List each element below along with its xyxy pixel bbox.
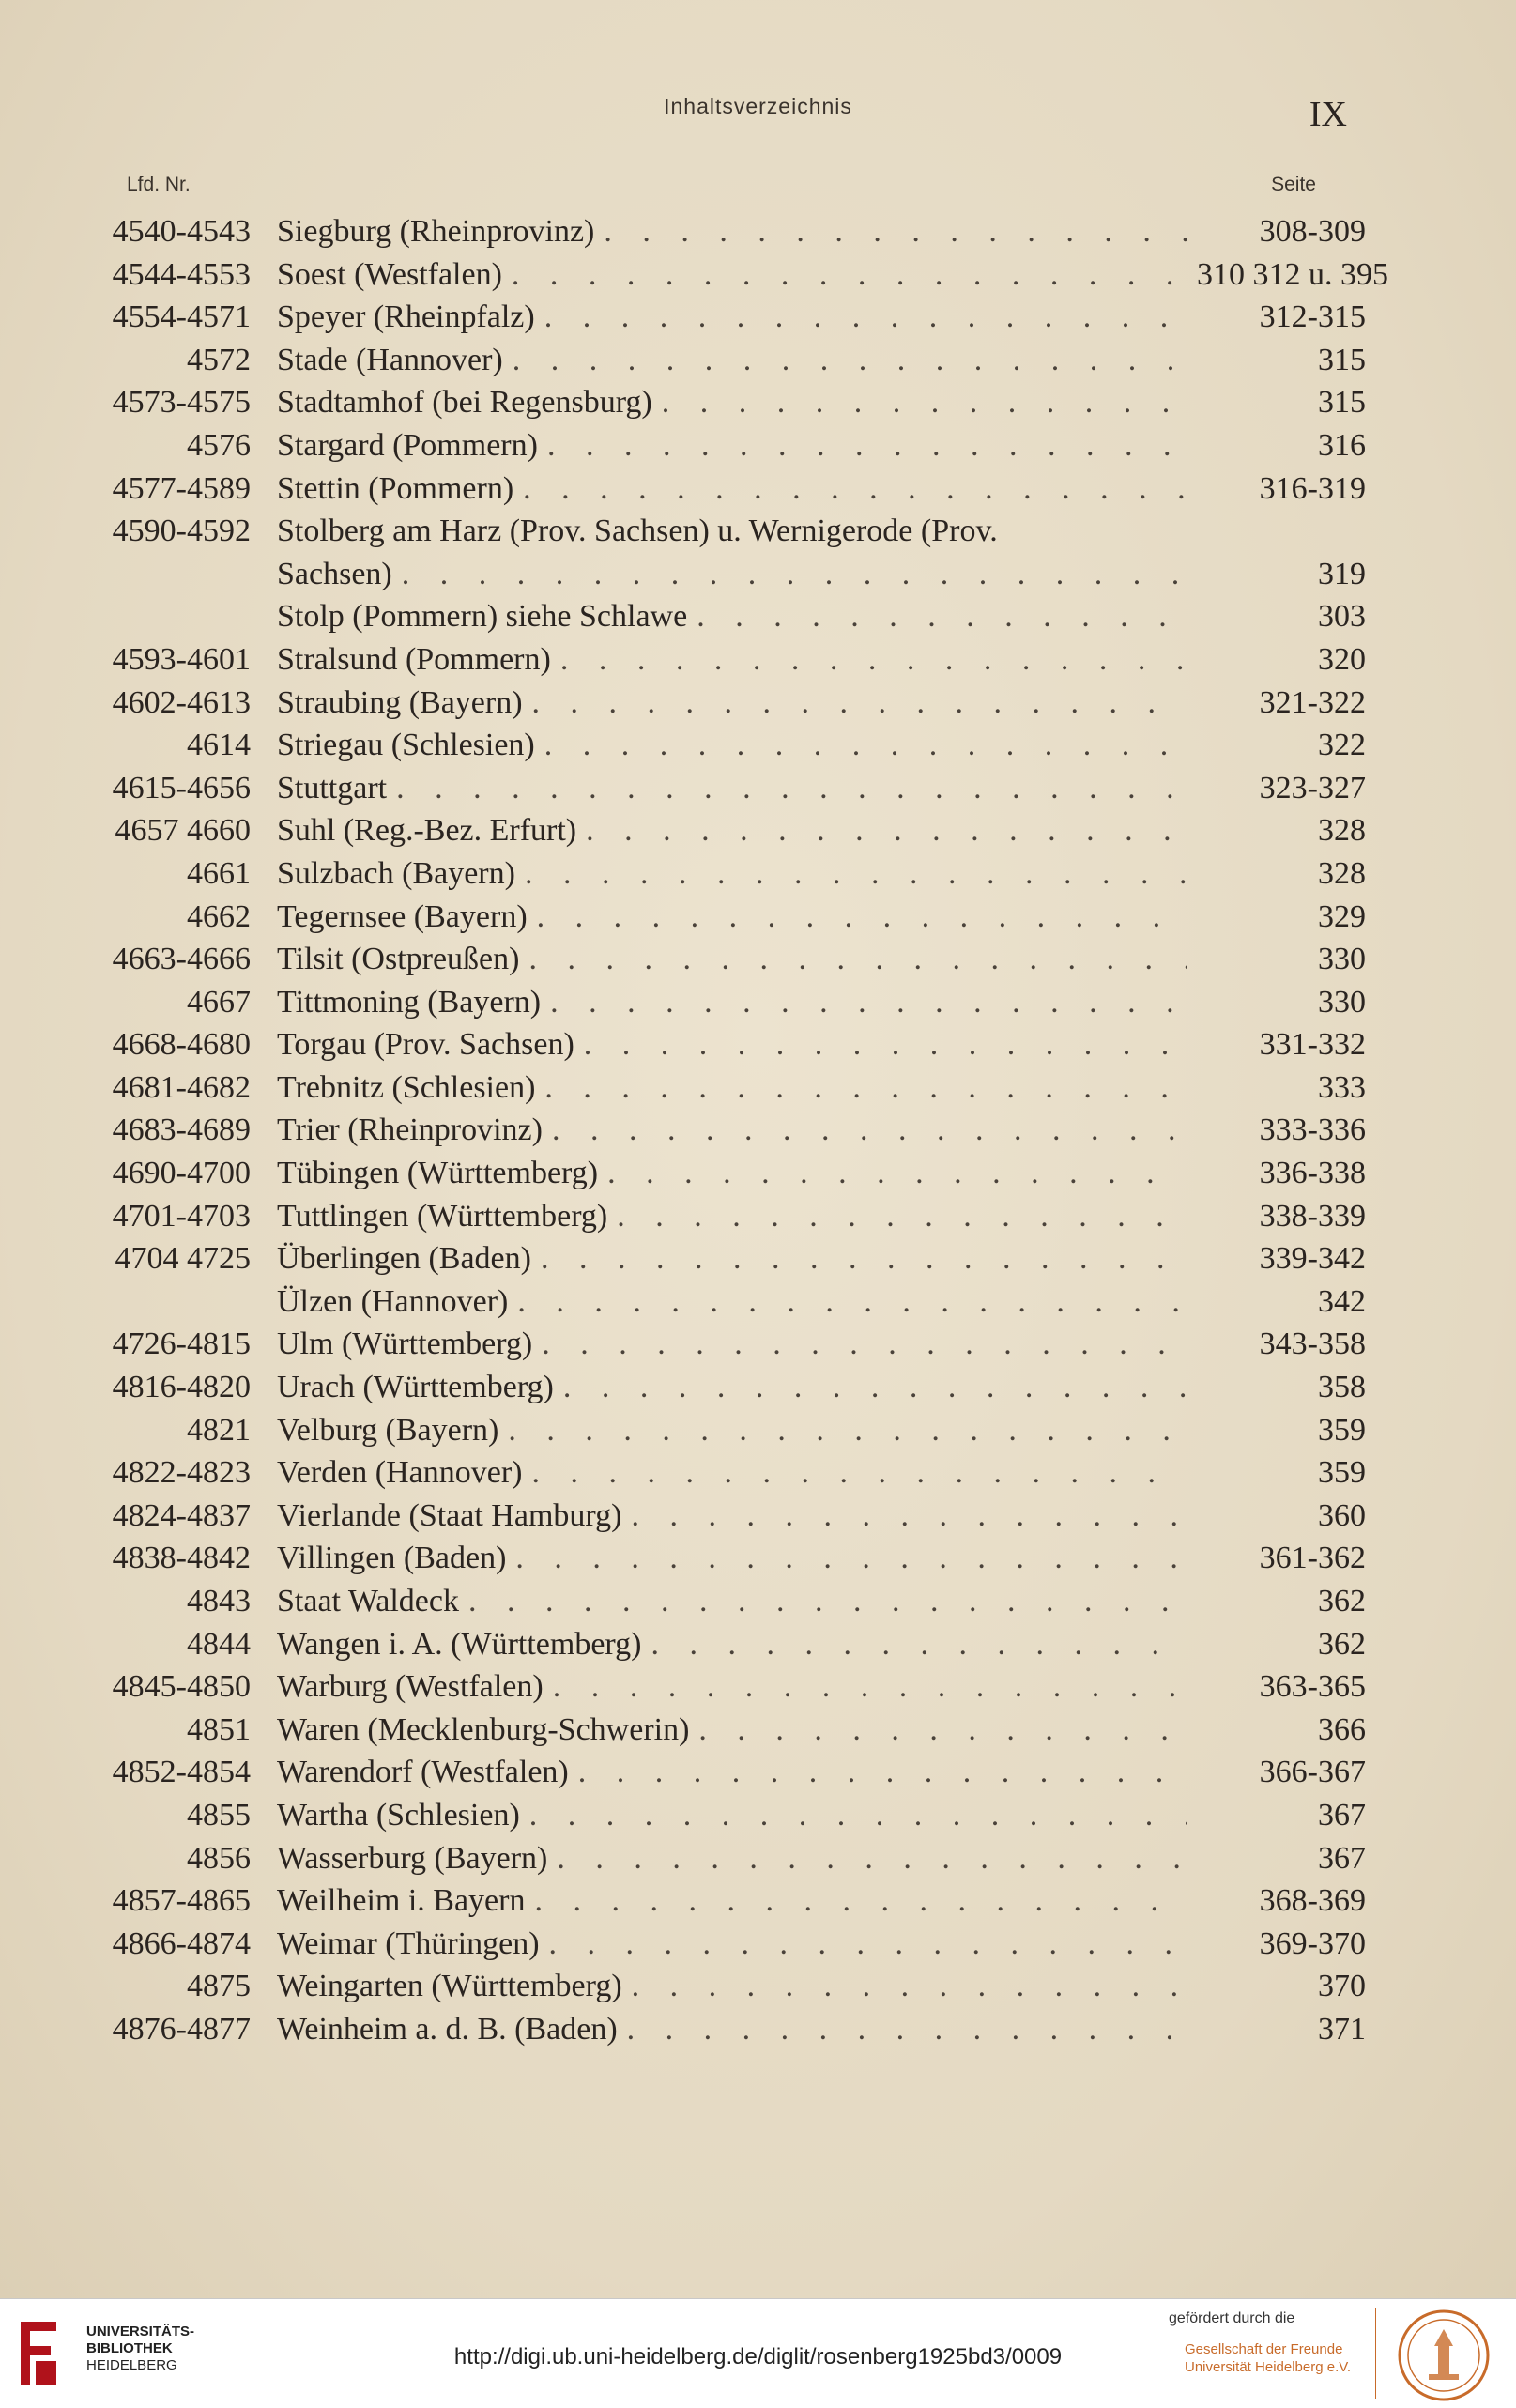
column-header-number: Lfd. Nr. bbox=[127, 174, 191, 195]
toc-entry bbox=[89, 1455, 1366, 1498]
entry-title: Villingen (Baden) bbox=[277, 1541, 507, 1576]
dot-leader bbox=[584, 1027, 1187, 1063]
page-number: IX bbox=[1309, 95, 1347, 134]
dot-leader bbox=[632, 1969, 1187, 2004]
entry-title-cell bbox=[277, 1112, 1197, 1148]
dot-leader bbox=[560, 642, 1187, 678]
entry-title: Stolberg am Harz (Prov. Sachsen) u. Wernigerode (Prov. bbox=[277, 514, 998, 549]
library-name-line2: BIBLIOTHEK bbox=[86, 2340, 173, 2356]
entry-title-cell bbox=[277, 685, 1197, 721]
entry-title-cell bbox=[277, 214, 1197, 250]
dot-leader bbox=[515, 1541, 1187, 1576]
toc-entry bbox=[89, 1241, 1366, 1284]
entry-title: Weinheim a. d. B. (Baden) bbox=[277, 2011, 618, 2047]
dot-leader bbox=[402, 557, 1187, 592]
toc-entry bbox=[89, 942, 1366, 985]
dot-leader bbox=[557, 1841, 1187, 1877]
toc-entry bbox=[89, 428, 1366, 471]
dot-leader bbox=[604, 214, 1187, 250]
entry-pages: 319 bbox=[1318, 556, 1366, 591]
column-header-page: Seite bbox=[1271, 174, 1316, 195]
entry-number: 4667 bbox=[187, 984, 251, 1020]
entry-title-cell bbox=[277, 1027, 1197, 1063]
entry-title-cell bbox=[277, 856, 1197, 892]
toc-entry bbox=[89, 214, 1366, 257]
toc-entry bbox=[89, 514, 1366, 557]
entry-title: Tuttlingen (Württemberg) bbox=[277, 1198, 608, 1234]
sponsor-name-line1: Gesellschaft der Freunde bbox=[1185, 2341, 1343, 2357]
sponsor-name-line2: Universität Heidelberg e.V. bbox=[1185, 2359, 1352, 2375]
entry-title: Straubing (Bayern) bbox=[277, 684, 523, 720]
entry-pages: 359 bbox=[1318, 1412, 1366, 1448]
entry-title-cell bbox=[277, 1199, 1197, 1235]
entry-number: 4668-4680 bbox=[112, 1027, 251, 1063]
sponsor-label: gefördert durch die bbox=[1169, 2310, 1295, 2326]
toc-entry bbox=[89, 385, 1366, 428]
entry-number: 4590-4592 bbox=[112, 514, 251, 549]
entry-number: 4843 bbox=[187, 1584, 251, 1618]
entry-number: 4657 4660 bbox=[115, 813, 251, 849]
entry-number: 4615-4656 bbox=[112, 770, 251, 805]
entry-title: Weilheim i. Bayern bbox=[277, 1883, 526, 1919]
entry-pages: 367 bbox=[1318, 1840, 1366, 1876]
toc-entry bbox=[89, 856, 1366, 899]
divider bbox=[1375, 2308, 1376, 2399]
entry-title: Tilsit (Ostpreußen) bbox=[277, 942, 520, 977]
entry-pages: 362 bbox=[1318, 1584, 1366, 1618]
entry-title: Stolp (Pommern) siehe Schlawe bbox=[277, 599, 688, 635]
entry-pages: 339-342 bbox=[1259, 1241, 1366, 1277]
dot-leader bbox=[525, 856, 1187, 892]
entry-pages: 316-319 bbox=[1259, 470, 1366, 506]
entry-pages: 329 bbox=[1318, 898, 1366, 934]
entry-title: Sachsen) bbox=[277, 556, 392, 591]
toc-entry bbox=[89, 1027, 1366, 1070]
entry-title-cell bbox=[277, 471, 1197, 507]
entry-title: Stargard (Pommern) bbox=[277, 427, 538, 463]
entry-title-cell bbox=[277, 1627, 1197, 1663]
dot-leader bbox=[662, 385, 1187, 421]
table-of-contents bbox=[89, 214, 1388, 2055]
entry-title: Überlingen (Baden) bbox=[277, 1241, 531, 1277]
toc-entry bbox=[89, 1199, 1366, 1242]
entry-title: Striegau (Schlesien) bbox=[277, 728, 535, 763]
dot-leader bbox=[547, 428, 1187, 464]
entry-title: Stettin (Pommern) bbox=[277, 470, 514, 506]
entry-pages: 336-338 bbox=[1259, 1156, 1366, 1191]
entry-title: Wasserburg (Bayern) bbox=[277, 1840, 548, 1876]
entry-title: Weimar (Thüringen) bbox=[277, 1925, 540, 1961]
entry-number: 4852-4854 bbox=[112, 1755, 251, 1790]
entry-title-cell bbox=[277, 728, 1197, 763]
entry-title: Tegernsee (Bayern) bbox=[277, 898, 528, 934]
dot-leader bbox=[542, 1327, 1187, 1362]
entry-title: Siegburg (Rheinprovinz) bbox=[277, 214, 595, 249]
entry-pages: 308-309 bbox=[1259, 214, 1366, 249]
entry-pages: 323-327 bbox=[1259, 770, 1366, 805]
footer-bar bbox=[0, 2298, 1516, 2408]
entry-title-cell bbox=[277, 1969, 1197, 2004]
entry-title-cell bbox=[277, 1070, 1197, 1106]
entry-number: 4704 4725 bbox=[115, 1241, 251, 1277]
university-seal-icon bbox=[1397, 2308, 1491, 2402]
entry-title: Velburg (Bayern) bbox=[277, 1412, 499, 1448]
dot-leader bbox=[544, 1070, 1187, 1106]
entry-number: 4593-4601 bbox=[112, 641, 251, 677]
entry-title: Verden (Hannover) bbox=[277, 1455, 523, 1491]
entry-title-cell bbox=[277, 813, 1197, 849]
entry-title: Urach (Württemberg) bbox=[277, 1370, 554, 1405]
toc-entry bbox=[89, 1541, 1366, 1584]
dot-leader bbox=[541, 1241, 1187, 1277]
entry-number: 4540-4543 bbox=[112, 214, 251, 249]
toc-entry bbox=[89, 471, 1366, 514]
entry-title-cell bbox=[277, 1541, 1197, 1576]
entry-number: 4876-4877 bbox=[112, 2011, 251, 2047]
entry-pages: 315 bbox=[1318, 385, 1366, 421]
toc-entry bbox=[89, 1926, 1366, 1970]
dot-leader bbox=[532, 1455, 1188, 1491]
entry-title-cell bbox=[277, 385, 1197, 421]
dot-leader bbox=[627, 2012, 1187, 2048]
dot-leader bbox=[549, 1926, 1187, 1962]
entry-title-cell bbox=[277, 899, 1197, 935]
entry-pages: 366 bbox=[1318, 1711, 1366, 1747]
toc-entry bbox=[89, 1841, 1366, 1884]
entry-pages: 370 bbox=[1318, 1969, 1366, 2004]
entry-title: Waren (Mecklenburg-Schwerin) bbox=[277, 1711, 690, 1747]
entry-title-cell bbox=[277, 1669, 1197, 1705]
toc-entry bbox=[89, 1498, 1366, 1541]
dot-leader bbox=[550, 985, 1187, 1020]
entry-pages: 360 bbox=[1318, 1497, 1366, 1533]
entry-number: 4844 bbox=[187, 1626, 251, 1662]
entry-title: Warburg (Westfalen) bbox=[277, 1669, 544, 1705]
dot-leader bbox=[553, 1669, 1187, 1705]
entry-number: 4690-4700 bbox=[112, 1156, 251, 1191]
dot-leader bbox=[396, 771, 1187, 806]
entry-title-cell bbox=[277, 1584, 1197, 1619]
entry-number: 4602-4613 bbox=[112, 684, 251, 720]
dot-leader bbox=[468, 1584, 1187, 1619]
toc-entry bbox=[89, 1755, 1366, 1798]
dot-leader bbox=[563, 1370, 1187, 1405]
toc-entry bbox=[89, 813, 1366, 856]
entry-pages: 342 bbox=[1318, 1283, 1366, 1319]
toc-entry bbox=[89, 1327, 1366, 1370]
toc-entry bbox=[89, 771, 1366, 814]
entry-title-cell bbox=[277, 1926, 1197, 1962]
toc-entry bbox=[89, 1156, 1366, 1199]
dot-leader bbox=[534, 1883, 1187, 1919]
entry-pages: 361-362 bbox=[1259, 1541, 1366, 1576]
entry-title-cell bbox=[277, 514, 1197, 549]
entry-pages: 333 bbox=[1318, 1069, 1366, 1105]
entry-title-cell bbox=[277, 642, 1197, 678]
entry-title-cell bbox=[277, 1455, 1197, 1491]
toc-entry bbox=[89, 599, 1366, 642]
entry-title: Tittmoning (Bayern) bbox=[277, 984, 542, 1020]
entry-pages: 316 bbox=[1318, 427, 1366, 463]
toc-entry bbox=[89, 2012, 1366, 2055]
dot-leader bbox=[532, 685, 1187, 721]
entry-pages: 333-336 bbox=[1259, 1112, 1366, 1148]
toc-entry bbox=[89, 1883, 1366, 1926]
entry-pages: 303 bbox=[1318, 599, 1366, 635]
entry-number: 4701-4703 bbox=[112, 1198, 251, 1234]
entry-number: 4822-4823 bbox=[112, 1455, 251, 1491]
entry-title: Stadtamhof (bei Regensburg) bbox=[277, 385, 652, 421]
entry-title-cell bbox=[277, 985, 1197, 1020]
running-head: Inhaltsverzeichnis bbox=[664, 94, 852, 118]
toc-entry bbox=[89, 1712, 1366, 1756]
entry-title-cell bbox=[277, 299, 1197, 335]
entry-pages: 363-365 bbox=[1259, 1669, 1366, 1705]
entry-pages: 358 bbox=[1318, 1370, 1366, 1405]
toc-entry bbox=[89, 1112, 1366, 1156]
entry-number: 4576 bbox=[187, 427, 251, 463]
entry-pages: 362 bbox=[1318, 1626, 1366, 1662]
entry-number: 4726-4815 bbox=[112, 1327, 251, 1362]
entry-title: Wangen i. A. (Württemberg) bbox=[277, 1626, 642, 1662]
entry-number: 4845-4850 bbox=[112, 1669, 251, 1705]
entry-number: 4857-4865 bbox=[112, 1883, 251, 1919]
entry-title-cell bbox=[277, 599, 1197, 635]
dot-leader bbox=[607, 1156, 1187, 1191]
entry-pages: 330 bbox=[1318, 942, 1366, 977]
entry-number: 4554-4571 bbox=[112, 299, 251, 335]
toc-entry bbox=[89, 1370, 1366, 1413]
entry-title: Stuttgart bbox=[277, 770, 388, 805]
entry-number: 4824-4837 bbox=[112, 1497, 251, 1533]
toc-entry bbox=[89, 1284, 1366, 1327]
dot-leader bbox=[698, 1712, 1187, 1748]
entry-title: Weingarten (Württemberg) bbox=[277, 1969, 622, 2004]
toc-entry bbox=[89, 1669, 1366, 1712]
entry-title-cell bbox=[277, 1327, 1197, 1362]
dot-leader bbox=[508, 1413, 1187, 1449]
entry-pages: 330 bbox=[1318, 984, 1366, 1020]
toc-entry bbox=[89, 642, 1366, 685]
entry-pages: 310 312 u. 395 bbox=[1197, 256, 1388, 292]
entry-title-cell bbox=[277, 1241, 1197, 1277]
library-name-line1: UNIVERSITÄTS- bbox=[86, 2324, 195, 2339]
entry-pages: 359 bbox=[1318, 1455, 1366, 1491]
toc-entry bbox=[89, 899, 1366, 943]
entry-number: 4572 bbox=[187, 342, 251, 377]
toc-entry bbox=[89, 1584, 1366, 1627]
entry-number: 4856 bbox=[187, 1840, 251, 1876]
dot-leader bbox=[617, 1199, 1187, 1235]
entry-pages: 331-332 bbox=[1259, 1027, 1366, 1063]
entry-title-cell bbox=[277, 1755, 1197, 1790]
entry-pages: 328 bbox=[1318, 813, 1366, 849]
entry-pages: 338-339 bbox=[1259, 1198, 1366, 1234]
entry-pages: 321-322 bbox=[1259, 684, 1366, 720]
dot-leader bbox=[544, 728, 1187, 763]
dot-leader bbox=[528, 942, 1187, 977]
entry-number: 4662 bbox=[187, 898, 251, 934]
dot-leader bbox=[512, 257, 1187, 293]
sponsor-name[interactable] bbox=[1185, 2340, 1351, 2376]
entry-title: Stralsund (Pommern) bbox=[277, 641, 551, 677]
entry-number: 4851 bbox=[187, 1711, 251, 1747]
entry-pages: 368-369 bbox=[1259, 1883, 1366, 1919]
entry-title-cell bbox=[277, 1284, 1197, 1320]
dot-leader bbox=[631, 1498, 1187, 1534]
entry-title-cell bbox=[277, 343, 1197, 378]
entry-title: Soest (Westfalen) bbox=[277, 256, 502, 292]
toc-entry bbox=[89, 685, 1366, 729]
entry-title-cell bbox=[277, 1712, 1197, 1748]
entry-number: 4838-4842 bbox=[112, 1541, 251, 1576]
entry-title: Warendorf (Westfalen) bbox=[277, 1755, 569, 1790]
entry-pages: 343-358 bbox=[1259, 1327, 1366, 1362]
toc-entry bbox=[89, 1627, 1366, 1670]
entry-number: 4663-4666 bbox=[112, 942, 251, 977]
entry-title: Ulm (Württemberg) bbox=[277, 1327, 533, 1362]
entry-pages: 371 bbox=[1318, 2011, 1366, 2047]
dot-leader bbox=[537, 899, 1187, 935]
entry-title-cell bbox=[277, 1156, 1197, 1191]
entry-title-cell bbox=[277, 771, 1197, 806]
entry-title: Speyer (Rheinpfalz) bbox=[277, 299, 535, 335]
entry-title-cell bbox=[277, 557, 1197, 592]
toc-entry bbox=[89, 985, 1366, 1028]
toc-entry bbox=[89, 343, 1366, 386]
entry-title: Stade (Hannover) bbox=[277, 342, 503, 377]
entry-number: 4661 bbox=[187, 855, 251, 891]
entry-number: 4816-4820 bbox=[112, 1370, 251, 1405]
dot-leader bbox=[651, 1627, 1187, 1663]
toc-entry bbox=[89, 1798, 1366, 1841]
entry-title-cell bbox=[277, 428, 1197, 464]
entry-title: Trier (Rheinprovinz) bbox=[277, 1112, 543, 1148]
toc-entry bbox=[89, 256, 1388, 300]
dot-leader bbox=[529, 1798, 1187, 1833]
entry-title: Ülzen (Hannover) bbox=[277, 1283, 509, 1319]
dot-leader bbox=[544, 299, 1187, 335]
entry-pages: 312-315 bbox=[1259, 299, 1366, 335]
entry-number: 4875 bbox=[187, 1969, 251, 2004]
dot-leader bbox=[513, 343, 1187, 378]
dot-leader bbox=[552, 1112, 1187, 1148]
entry-number: 4866-4874 bbox=[112, 1925, 251, 1961]
entry-title: Staat Waldeck bbox=[277, 1584, 459, 1618]
entry-pages: 328 bbox=[1318, 855, 1366, 891]
entry-pages: 366-367 bbox=[1259, 1755, 1366, 1790]
toc-entry bbox=[89, 557, 1366, 600]
entry-number: 4683-4689 bbox=[112, 1112, 251, 1148]
entry-pages: 367 bbox=[1318, 1797, 1366, 1833]
entry-title-cell bbox=[277, 1498, 1197, 1534]
entry-number: 4681-4682 bbox=[112, 1069, 251, 1105]
dot-leader bbox=[517, 1284, 1187, 1320]
dot-leader bbox=[523, 471, 1187, 507]
dot-leader bbox=[586, 813, 1187, 849]
toc-entry bbox=[89, 728, 1366, 771]
entry-title: Tübingen (Württemberg) bbox=[277, 1156, 599, 1191]
dot-leader bbox=[578, 1755, 1187, 1790]
entry-title-cell bbox=[277, 2012, 1197, 2048]
entry-pages: 369-370 bbox=[1259, 1925, 1366, 1961]
entry-title-cell bbox=[277, 1841, 1197, 1877]
toc-entry bbox=[89, 299, 1366, 343]
entry-title-cell bbox=[277, 1883, 1197, 1919]
entry-title-cell bbox=[277, 1413, 1197, 1449]
entry-number: 4614 bbox=[187, 728, 251, 763]
permalink-url[interactable]: http://digi.ub.uni-heidelberg.de/diglit/rosenberg1925bd3/0009 bbox=[453, 2344, 1063, 2370]
toc-entry bbox=[89, 1070, 1366, 1113]
entry-title-cell bbox=[277, 1798, 1197, 1833]
entry-number: 4544-4553 bbox=[112, 256, 251, 292]
library-name-line3: HEIDELBERG bbox=[86, 2357, 177, 2373]
entry-title: Vierlande (Staat Hamburg) bbox=[277, 1497, 622, 1533]
entry-title: Wartha (Schlesien) bbox=[277, 1797, 520, 1833]
entry-title-cell bbox=[277, 942, 1197, 977]
entry-number: 4821 bbox=[187, 1412, 251, 1448]
entry-pages: 320 bbox=[1318, 641, 1366, 677]
toc-entry bbox=[89, 1969, 1366, 2012]
entry-number: 4577-4589 bbox=[112, 470, 251, 506]
entry-title-cell bbox=[277, 1370, 1197, 1405]
entry-pages: 322 bbox=[1318, 728, 1366, 763]
entry-title: Sulzbach (Bayern) bbox=[277, 855, 515, 891]
entry-title: Suhl (Reg.-Bez. Erfurt) bbox=[277, 813, 577, 849]
entry-title: Trebnitz (Schlesien) bbox=[277, 1069, 536, 1105]
entry-pages: 315 bbox=[1318, 342, 1366, 377]
entry-title-cell bbox=[277, 257, 1197, 293]
dot-leader bbox=[697, 599, 1187, 635]
entry-number: 4855 bbox=[187, 1797, 251, 1833]
entry-title: Torgau (Prov. Sachsen) bbox=[277, 1027, 574, 1063]
toc-entry bbox=[89, 1413, 1366, 1456]
entry-number: 4573-4575 bbox=[112, 385, 251, 421]
